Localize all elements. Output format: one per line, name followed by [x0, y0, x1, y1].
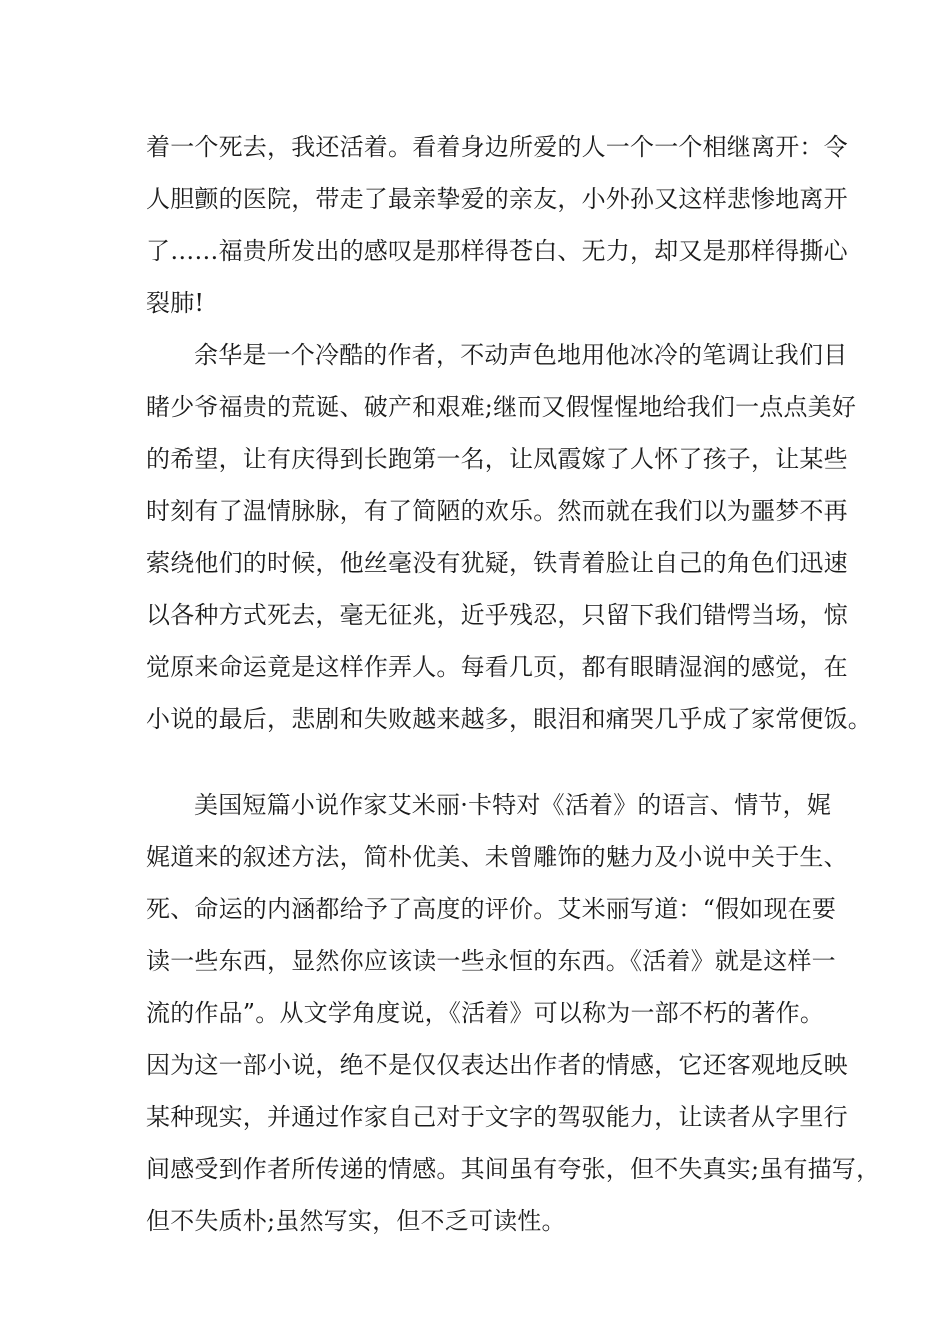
paragraph-1-line-1: 着一个死去，我还活着。看着身边所爱的人一个一个相继离开：令 — [146, 133, 848, 161]
paragraph-2-line-5: 萦绕他们的时候，他丝毫没有犹疑，铁青着脸让自己的角色们迅速 — [146, 549, 848, 577]
paragraph-2-line-6: 以各种方式死去，毫无征兆，近乎残忍，只留下我们错愕当场，惊 — [146, 601, 848, 629]
paragraph-2-line-8: 小说的最后，悲剧和失败越来越多，眼泪和痛哭几乎成了家常便饭。 — [146, 705, 872, 733]
paragraph-3-line-6: 因为这一部小说，绝不是仅仅表达出作者的情感，它还客观地反映 — [146, 1051, 848, 1079]
paragraph-2-line-7: 觉原来命运竟是这样作弄人。每看几页，都有眼睛湿润的感觉，在 — [146, 653, 848, 681]
paragraph-3-line-7: 某种现实，并通过作家自己对于文字的驾驭能力，让读者从字里行 — [146, 1103, 848, 1131]
paragraph-2-line-4: 时刻有了温情脉脉，有了简陋的欢乐。然而就在我们以为噩梦不再 — [146, 497, 848, 525]
paragraph-2-line-3: 的希望，让有庆得到长跑第一名，让凤霞嫁了人怀了孩子，让某些 — [146, 445, 848, 473]
paragraph-2-line-1: 余华是一个冷酷的作者，不动声色地用他冰冷的笔调让我们目 — [194, 341, 848, 369]
paragraph-2-line-2: 睹少爷福贵的荒诞、破产和艰难;继而又假惺惺地给我们一点点美好 — [146, 393, 857, 421]
paragraph-3-line-5: 流的作品”。从文学角度说，《活着》可以称为一部不朽的著作。 — [146, 999, 825, 1027]
paragraph-3-line-1: 美国短篇小说作家艾米丽·卡特对《活着》的语言、情节，娓 — [194, 791, 832, 819]
paragraph-1-line-2: 人胆颤的医院，带走了最亲挚爱的亲友，小外孙又这样悲惨地离开 — [146, 185, 848, 213]
paragraph-1-line-3: 了……福贵所发出的感叹是那样得苍白、无力，却又是那样得撕心 — [146, 237, 848, 265]
paragraph-3-line-8: 间感受到作者所传递的情感。其间虽有夸张，但不失真实;虽有描写， — [146, 1155, 881, 1183]
paragraph-3-line-2: 娓道来的叙述方法，简朴优美、未曾雕饰的魅力及小说中关于生、 — [146, 843, 848, 871]
paragraph-3-line-3: 死、命运的内涵都给予了高度的评价。艾米丽写道：“假如现在要 — [146, 895, 837, 923]
paragraph-3-line-4: 读一些东西，显然你应该读一些永恒的东西。《活着》就是这样一 — [146, 947, 836, 975]
paragraph-1-line-4: 裂肺! — [146, 289, 205, 317]
paragraph-3-line-9: 但不失质朴;虽然写实，但不乏可读性。 — [146, 1207, 566, 1235]
